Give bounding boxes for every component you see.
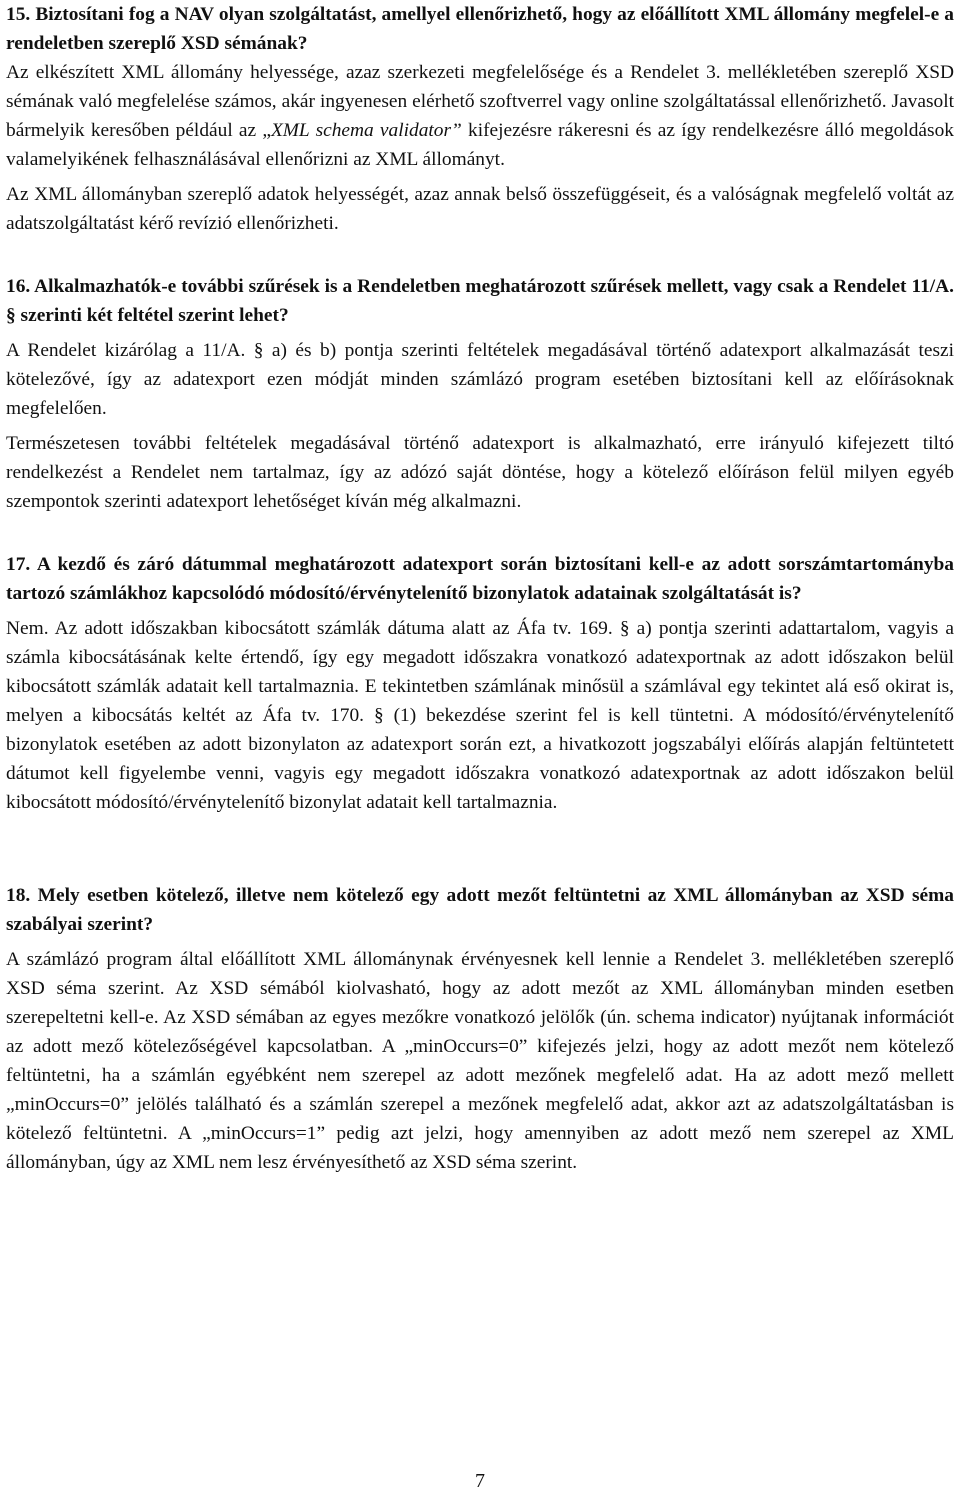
answer-text: Az elkészített XML állomány helyessége, azaz szerkezeti megfelelősége és a Rendelet 3. mellékletében szereplő XSD sémának való megfelelése számos, akár ingyenesen elérhető szoftverrel vagy online szolgáltatással ellenőrizhető. Javasolt bármelyik keresőben például az „ — [6, 62, 954, 141]
question-heading-17: 17. A kezdő és záró dátummal meghatározott adatexport során biztosítani kell-e az adott sorszámtartományba tartozó számlákhoz kapcsolódó módosító/érvénytelenítő bizonylatok adatainak szolgáltatását is? — [6, 554, 954, 604]
section-16 — [6, 272, 954, 516]
question-heading-18: 18. Mely esetben kötelező, illetve nem kötelező egy adott mezőt feltüntetni az XML állományban az XSD séma szabályai szerint? — [6, 885, 954, 935]
section-17 — [6, 550, 954, 817]
section-15 — [6, 0, 954, 238]
section-18 — [6, 881, 954, 1177]
answer-paragraph — [6, 58, 954, 174]
question-heading-15: 15. Biztosítani fog a NAV olyan szolgáltatást, amellyel ellenőrizhető, hogy az előállított XML állomány megfelel-e a rendeletben szereplő XSD sémának? — [6, 4, 954, 54]
answer-paragraph: Természetesen további feltételek megadásával történő adatexport is alkalmazható, erre irányuló kifejezett tiltó rendelkezést a Rendelet nem tartalmaz, így az adózó saját döntése, hogy a kötelező előíráson felül milyen egyéb szempontok szerinti adatexport lehetőséget kíván még alkalmazni. — [6, 433, 954, 512]
answer-italic-term: XML schema validator” — [270, 120, 462, 141]
answer-paragraph: Nem. Az adott időszakban kibocsátott számlák dátuma alatt az Áfa tv. 169. § a) pontja szerinti adattartalom, vagyis a számla kibocsátásának kelte értendő, így egy megadott időszakra vonatkozó adatexportnak az adott időszakon belül kibocsátott számlák adatait kell tartalmaznia. E tekintetben számlának minősül a számlával egy tekintet alá eső okirat is, melyen a kibocsátás keltét az Áfa tv. 170. § (1) bekezdése szerint fel is kell tüntetni. A módosító/érvénytelenítő bizonylatok esetében az adott bizonylaton az adatexport során ezt, a hivatkozott jogszabályi előírás alapján feltüntetett dátumot kell figyelembe venni, vagyis egy megadott időszakra vonatkozó adatexportnak az adott időszakon belül kibocsátott módosító/érvénytelenítő bizonylat adatait kell tartalmaznia. — [6, 618, 954, 813]
answer-text: kifejezésre rákeresni és az így rendelkezésre álló megoldások valamelyikének felhasználásával ellenőrizni az XML állományt. — [6, 120, 954, 170]
question-heading-16: 16. Alkalmazhatók-e további szűrések is a Rendeletben meghatározott szűrések mellett, vagy csak a Rendelet 11/A. § szerinti két feltétel szerint lehet? — [6, 276, 954, 326]
page-number: 7 — [475, 1470, 485, 1492]
answer-paragraph: A számlázó program által előállított XML állománynak érvényesnek kell lennie a Rendelet 3. mellékletében szereplő XSD séma szerint. Az XSD sémából kiolvasható, hogy az adott mezőt az XML állományban minden esetben szerepeltetni kell-e. Az XSD sémában az egyes mezőkre vonatkozó jelölők (ún. schema indicator) nyújtanak információt az adott mező kötelezőségével kapcsolatban. A „minOccurs=0” kifejezés jelzi, hogy az adott mezőt nem kötelező feltüntetni, ha a számlán egyébként nem szerepel az adott mezőnek megfelelő adat. Ha az adott mező mellett „minOccurs=0” jelölés található és a számlán szerepel a mezőnek megfelelő adat, akkor azt az adatszolgáltatásban is kötelező feltüntetni. A „minOccurs=1” pedig azt jelzi, hogy amennyiben az adott mező nem szerepel az XML állományban, úgy az XML nem lesz érvényesíthető az XSD séma szerint. — [6, 949, 954, 1173]
answer-paragraph: Az XML állományban szereplő adatok helyességét, azaz annak belső összefüggéseit, és a valóságnak megfelelő voltát az adatszolgáltatást kérő revízió ellenőrizheti. — [6, 184, 954, 234]
answer-paragraph: A Rendelet kizárólag a 11/A. § a) és b) pontja szerinti feltételek megadásával történő adatexport alkalmazását teszi kötelezővé, így az adatexport ezen módját minden számlázó program esetében biztosítani kell az előírásoknak megfelelően. — [6, 340, 954, 419]
